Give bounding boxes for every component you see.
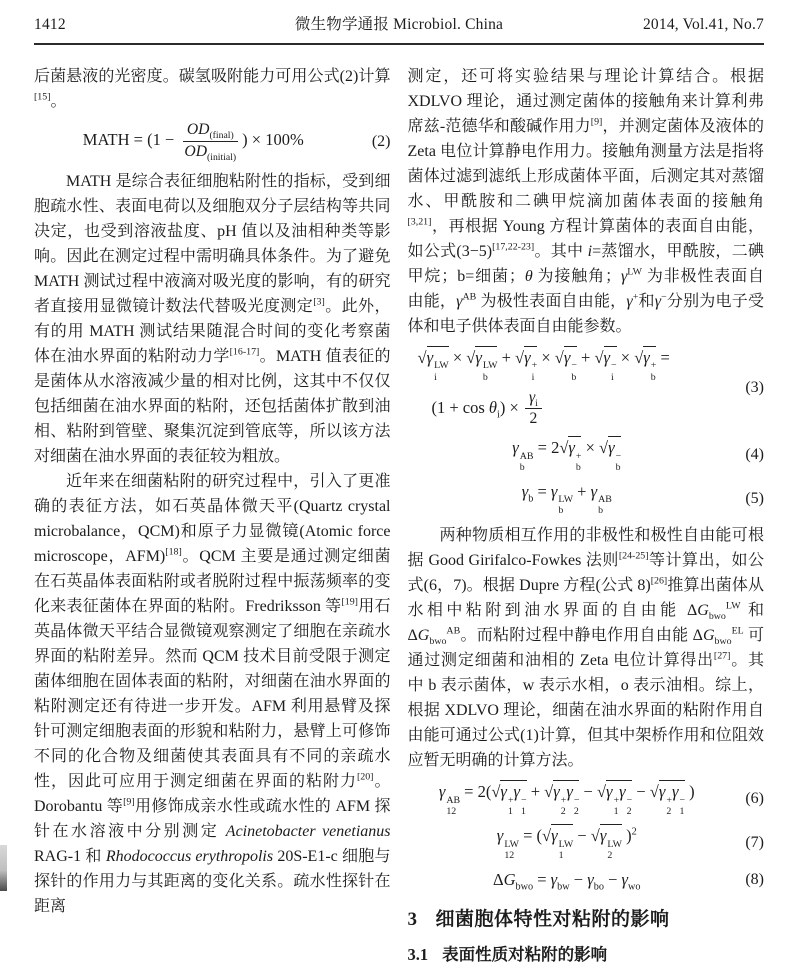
page-body — [34, 64, 764, 965]
equation-4-body: γ AB b = 2√γ + b × √γ − b — [512, 438, 622, 473]
equation-2-number: (2) — [371, 132, 391, 150]
left-column — [34, 64, 391, 965]
scan-artifact — [0, 845, 7, 891]
equation-5 — [408, 480, 765, 517]
equation-3-body — [408, 346, 727, 429]
paragraph-math: MATH 是综合表征细胞粘附性的指标，受到细胞疏水性、表面电荷以及细胞双分子层结构等共同决定，也受到溶液盐度、pH 值以及油相种类等影响。因此在测定过程中需明确具体条件。为了避免 MATH 测试过程中液滴对吸光度的影响，有的研究者直接用显微镜计数法代替吸光度测定[3]。此外，有的用 MATH 测试结果随混合时间的变化考察菌体在油水界面的粘附动力学[16-17]。MATH 值表征的是菌体从水溶液减少量的相对比例，这其中不仅仅包括细菌在油水界面的粘附，还包括菌体扩散到油相、粘附到管壁、聚集沉淀到管底等，所以该方法对细菌在油水界面的表征较为粗放。 — [34, 172, 391, 465]
equation-3-line2: $(1 + \cos \theta_i)$ × $\frac{\gamma_i}{2}$ — [418, 389, 727, 430]
equation-7-body: γ LW 12 = (√γ LW 1 − √γ LW 2 )$^2$ — [496, 826, 637, 861]
equation-3-number: (3) — [745, 379, 764, 397]
issue-info: 2014, Vol.41, No.7 — [642, 16, 764, 33]
section-3-title: 细菌胞体特性对粘附的影响 — [435, 908, 670, 930]
paragraph-intro: 后菌悬液的光密度。碳氢吸附能力可用公式(2)计算[15]。 — [34, 68, 391, 110]
equation-6-number: (6) — [745, 790, 764, 808]
equation-4 — [408, 436, 765, 473]
paragraph-recent-methods: 近年来在细菌粘附的研究过程中，引入了更准确的表征方法，如石英晶体微天平(Quartz crystal microbalance，QCM)和原子力显微镜(Atomic force microscope，AFM)[18]。QCM 主要是通过测定细菌在石英晶体表面粘附或者脱附过程中振荡频率的变化来表征菌体在界面的粘附。Fredriksson 等[19]用石英晶体微天平结合显微镜观察测定了细胞在亲疏水界面的粘附差异。然而 QCM 技术目前受限于测定菌体细胞在固体表面的粘附，对细菌在油水界面的粘附测定还有待进一步开发。AFM 利用悬臂及探针可测定细胞表面的形貌和粘附力，悬臂上可修饰不同的化合物及细菌使其表面具有不同的亲疏水性，因此可应用于测定细菌在界面的粘附力[20]。Dorobantu 等[9]用修饰成亲水性或疏水性的 AFM 探针在水溶液中分别测定 Acinetobacter venetianus RAG-1 和 Rhodococcus erythropolis 20S-E1-c 细胞与探针的作用力与其距离的变化关系。疏水性探针在距离 — [34, 472, 391, 915]
section-3-1-title: 表面性质对粘附的影响 — [442, 944, 608, 964]
section-3-heading — [408, 904, 765, 931]
equation-3-line1: √γ LW i × √γ LW b + √γ + i × √γ − b + √γ − i × √γ + b = — [417, 348, 670, 383]
paragraph-free-energy: 两种物质相互作用的非极性和极性自由能可根据 Good Girifalco-Fowkes 法则[24-25]等计算出，如公式(6，7)。根据 Dupre 方程(公式 8)[26]推算出菌体从水相中粘附到油水界面的自由能 $\Delta G_{bwo}^{LW}$ 和 $\Delta G_{bwo}^{AB}$。而粘附过程中静电作用自由能 $\Delta G_{bwo}^{EL}$ 可通过测定细菌和油相的 Zeta 电位计算得出[27]。其中 b 表示菌体，w 表示水相，o 表示油相。综上，根据 XDLVO 理论，细菌在油水界面的粘附作用自由能可通过公式(1)计算，但其中架桥作用和位阻效应暂无明确的计算方法。 — [407, 527, 764, 770]
equation-8-body: $\Delta G_{bwo} = \gamma_{bw} - \gamma_{bo} - \gamma_{wo}$ — [492, 869, 641, 893]
equation-6 — [408, 780, 765, 817]
page-number: 1412 — [34, 16, 66, 33]
paragraph-xdlvo: 测定，还可将实验结果与理论计算结合。根据 XDLVO 理论，通过测定菌体的接触角来计算利弗席兹-范德华和酸碱作用力[9]，并测定菌体及液体的 Zeta 电位计算静电作用力。接触角测量方法是指将菌体过滤到滤纸上形成菌体平面，后测定其对蒸馏水、甲酰胺和二碘甲烷滴加菌体表面的接触角[3,21]，再根据 Young 方程计算菌体的表面自由能，如公式(3−5)[17,22-23]。其中 i=蒸馏水，甲酰胺，二碘甲烷；b=细菌；θ 为接触角；$\gamma^{LW}$ 为非极性表面自由能，$\gamma^{AB}$ 为极性表面自由能，γ+和γ−分别为电子受体和电子供体表面自由能参数。 — [407, 68, 764, 335]
equation-2-body: MATH = (1 − $\frac{OD_{(final)}}{OD_{(initial)}}$ ) × 100% — [82, 121, 304, 163]
equation-5-number: (5) — [745, 489, 764, 507]
equation-6-body: γ AB 12 = 2(√γ + 1 γ − 1 + √γ + 2 γ − 2 − √γ + 1 γ − 2 − √γ + 2 γ − 1 ) — [438, 782, 695, 817]
equation-2 — [34, 121, 391, 162]
journal-title-en: Microbiol. China — [393, 16, 504, 33]
page-header — [34, 12, 764, 34]
equation-4-number: (4) — [745, 445, 764, 463]
equation-7 — [408, 824, 765, 861]
journal-title — [204, 12, 594, 34]
header-rule — [34, 43, 764, 45]
section-3-number: 3 — [407, 908, 418, 930]
equation-5-body: $\gamma_b = \gamma$ LW b + γ AB b — [521, 481, 612, 517]
section-3-1-heading — [408, 941, 765, 965]
equation-7-number: (7) — [745, 833, 764, 851]
journal-title-zh: 微生物学通报 — [294, 16, 390, 33]
section-3-1-number: 3.1 — [407, 944, 429, 964]
equation-8-number: (8) — [745, 871, 764, 889]
right-column — [408, 64, 765, 965]
equation-3 — [408, 346, 765, 429]
equation-8 — [408, 868, 765, 892]
